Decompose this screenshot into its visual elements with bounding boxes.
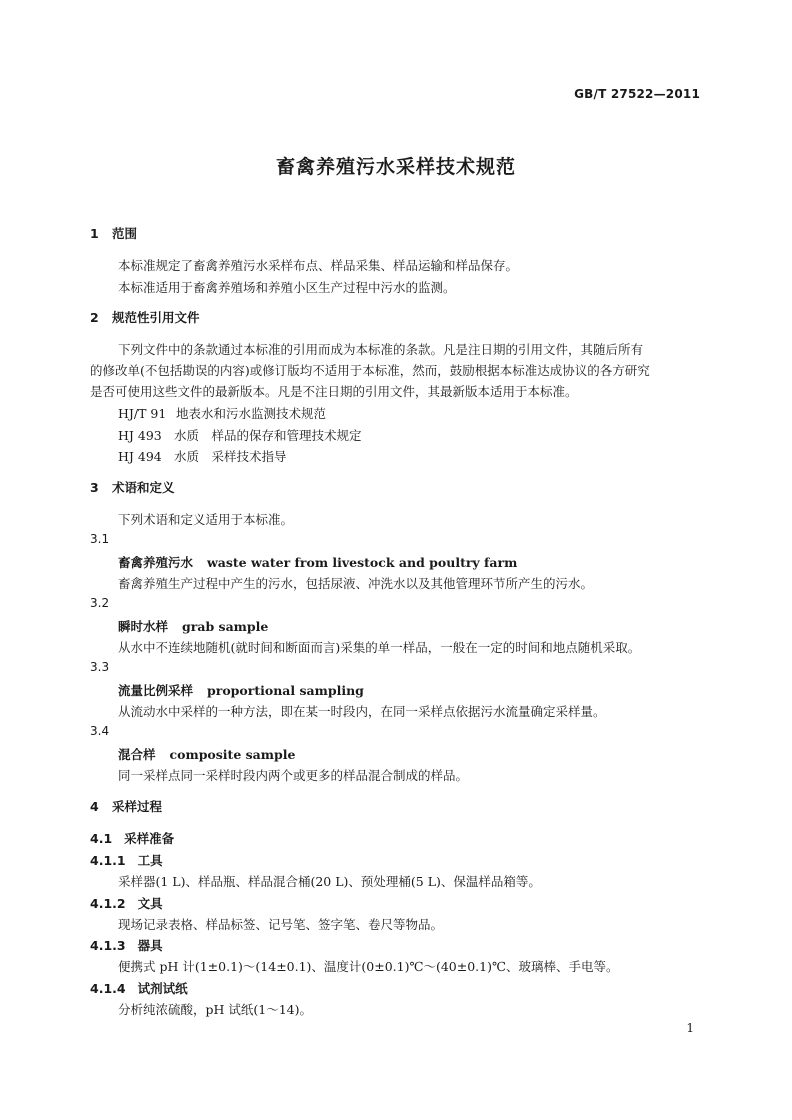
reference-code: HJ 493 bbox=[118, 428, 162, 443]
section-number: 2 bbox=[90, 310, 99, 325]
term-heading bbox=[118, 681, 364, 699]
subsection-title: 工具 bbox=[137, 853, 163, 868]
reference-title: 地表水和污水监测技术规范 bbox=[176, 406, 327, 421]
paragraph: 现场记录表格、样品标签、记号笔、签字笔、卷尺等物品。 bbox=[118, 917, 444, 932]
term-chinese: 流量比例采样 bbox=[118, 683, 194, 698]
term-english: grab sample bbox=[182, 619, 269, 634]
term-definition: 从水中不连续地随机(就时间和断面而言)采集的单一样品，一般在一定的时间和地点随机采取。 bbox=[118, 640, 641, 655]
section-4-heading bbox=[90, 797, 162, 815]
term-definition: 同一采样点同一采样时段内两个或更多的样品混合制成的样品。 bbox=[118, 768, 469, 783]
term-definition: 畜禽养殖生产过程中产生的污水，包括尿液、冲洗水以及其他管理环节所产生的污水。 bbox=[118, 576, 594, 591]
term-english: composite sample bbox=[169, 747, 296, 762]
normative-reference bbox=[118, 404, 326, 422]
reference-title: 水质 采样技术指导 bbox=[174, 449, 287, 464]
normative-reference bbox=[118, 426, 362, 444]
section-number: 3 bbox=[90, 480, 99, 495]
term-chinese: 瞬时水样 bbox=[118, 619, 169, 634]
paragraph: 下列术语和定义适用于本标准。 bbox=[118, 512, 294, 527]
section-1-heading bbox=[90, 224, 137, 242]
term-english: waste water from livestock and poultry farm bbox=[207, 555, 518, 570]
term-english: proportional sampling bbox=[207, 683, 364, 698]
term-number: 3.4 bbox=[90, 724, 110, 738]
reference-title: 水质 样品的保存和管理技术规定 bbox=[174, 428, 362, 443]
standard-number: GB/T 27522—2011 bbox=[574, 87, 700, 101]
section-title: 规范性引用文件 bbox=[112, 310, 200, 325]
paragraph: 本标准适用于畜禽养殖场和养殖小区生产过程中污水的监测。 bbox=[118, 280, 456, 295]
subsection-number: 4.1.4 bbox=[90, 981, 126, 996]
subsection-heading bbox=[90, 936, 163, 954]
subsection-title: 器具 bbox=[137, 938, 163, 953]
paragraph-line: 的修改单(不包括勘误的内容)或修订版均不适用于本标准，然而，鼓励根据本标准达成协议的各方研究 bbox=[90, 363, 650, 378]
paragraph: 本标准规定了畜禽养殖污水采样布点、样品采集、样品运输和样品保存。 bbox=[118, 258, 519, 273]
term-heading bbox=[118, 553, 517, 571]
subsection-number: 4.1 bbox=[90, 831, 113, 846]
paragraph-line: 下列文件中的条款通过本标准的引用而成为本标准的条款。凡是注日期的引用文件，其随后所有 bbox=[118, 342, 644, 357]
term-heading bbox=[118, 745, 295, 763]
paragraph: 分析纯浓硫酸，pH 试纸(1～14)。 bbox=[118, 1002, 312, 1017]
term-number: 3.1 bbox=[90, 532, 110, 546]
subsection-heading bbox=[90, 979, 188, 997]
subsection-heading bbox=[90, 851, 163, 869]
subsection-title: 采样准备 bbox=[124, 831, 175, 846]
subsection-title: 试剂试纸 bbox=[137, 981, 188, 996]
normative-reference bbox=[118, 447, 287, 465]
term-number: 3.3 bbox=[90, 660, 110, 674]
page-number: 1 bbox=[686, 1021, 694, 1035]
subsection-number: 4.1.3 bbox=[90, 938, 126, 953]
subsection-heading bbox=[90, 829, 174, 847]
section-2-heading bbox=[90, 308, 200, 326]
section-title: 采样过程 bbox=[112, 799, 163, 814]
section-3-heading bbox=[90, 478, 175, 496]
section-number: 1 bbox=[90, 226, 99, 241]
section-title: 范围 bbox=[112, 226, 138, 241]
paragraph: 便携式 pH 计(1±0.1)～(14±0.1)、温度计(0±0.1)℃～(40±0.1)℃、玻璃棒、手电等。 bbox=[118, 959, 619, 974]
term-chinese: 畜禽养殖污水 bbox=[118, 555, 194, 570]
reference-code: HJ/T 91 bbox=[118, 406, 167, 421]
subsection-number: 4.1.2 bbox=[90, 896, 126, 911]
section-title: 术语和定义 bbox=[112, 480, 175, 495]
term-heading bbox=[118, 617, 268, 635]
term-number: 3.2 bbox=[90, 596, 110, 610]
paragraph: 采样器(1 L)、样品瓶、样品混合桶(20 L)、预处理桶(5 L)、保温样品箱等。 bbox=[118, 874, 541, 889]
paragraph-line: 是否可使用这些文件的最新版本。凡是不注日期的引用文件，其最新版本适用于本标准。 bbox=[90, 384, 578, 399]
term-definition: 从流动水中采样的一种方法，即在某一时段内，在同一采样点依据污水流量确定采样量。 bbox=[118, 704, 606, 719]
subsection-heading bbox=[90, 894, 163, 912]
document-title: 畜禽养殖污水采样技术规范 bbox=[275, 156, 516, 178]
section-number: 4 bbox=[90, 799, 99, 814]
term-chinese: 混合样 bbox=[118, 747, 156, 762]
reference-code: HJ 494 bbox=[118, 449, 162, 464]
subsection-number: 4.1.1 bbox=[90, 853, 126, 868]
subsection-title: 文具 bbox=[137, 896, 163, 911]
